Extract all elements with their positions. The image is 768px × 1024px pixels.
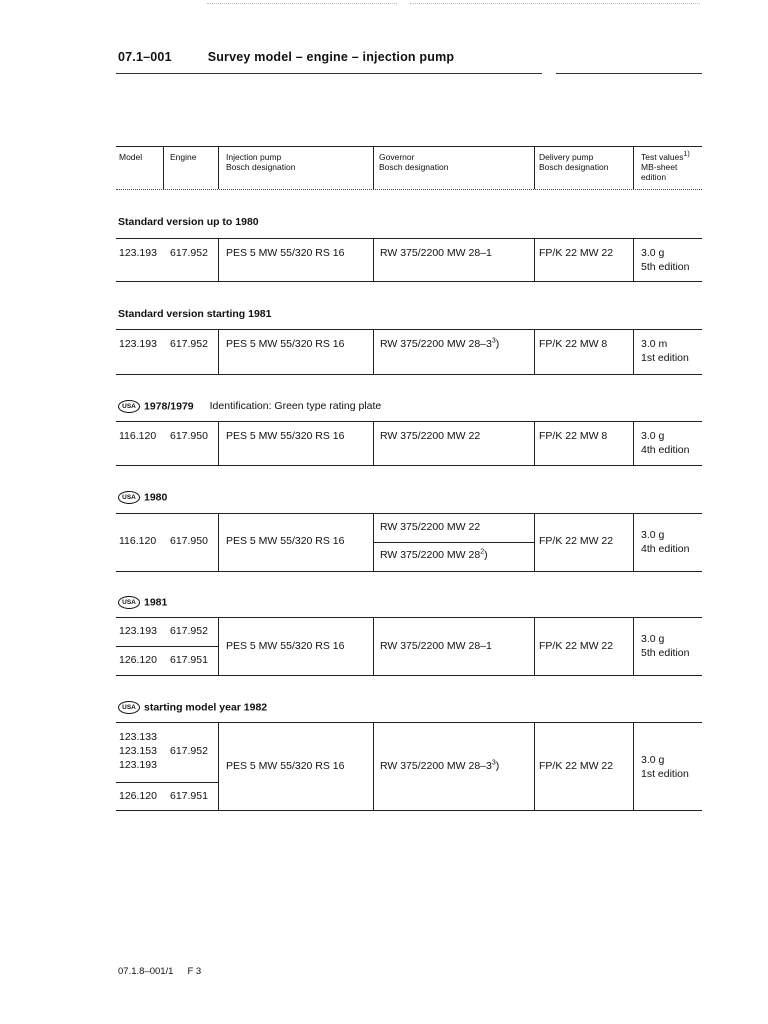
model-number: 123.193 [119,759,157,771]
row-divider [116,646,218,647]
column-divider [534,514,535,571]
column-divider [163,147,164,189]
col-governor: Governor Bosch designation [379,152,449,172]
column-divider [373,330,374,374]
engine-number: 617.952 [170,247,208,259]
delivery-pump-value: FP/K 22 MW 22 [539,640,614,652]
column-divider [534,422,535,465]
spec-table [116,421,702,466]
spec-table [116,238,702,282]
top-edge-line [207,3,397,4]
column-divider [373,723,374,810]
column-divider [534,723,535,810]
col-injection-pump: Injection pump Bosch designation [226,152,296,172]
injection-pump-value: PES 5 MW 55/320 RS 16 [226,535,345,547]
column-divider [218,514,219,571]
col-engine: Engine [170,152,197,162]
governor-value: RW 375/2200 MW 28–1 [380,247,492,259]
delivery-pump-value: FP/K 22 MW 22 [539,535,614,547]
column-divider [633,618,634,675]
top-edge-line [410,3,700,4]
column-divider [373,422,374,465]
section-title: USA 1981 [118,596,167,609]
test-value: 3.0 g 4th edition [641,529,690,555]
header-rule [556,73,702,74]
governor-value: RW 375/2200 MW $28-3^3$) [380,337,500,350]
usa-badge-icon: USA [118,400,140,413]
column-divider [633,723,634,810]
spec-table [116,617,702,676]
row-divider [373,542,534,543]
column-divider [373,147,374,189]
identification-note: Identification: Green type rating plate [209,400,382,413]
usa-badge-icon: USA [118,701,140,714]
governor-value: RW 375/2200 MW $28^2$) [380,548,488,561]
column-divider [218,723,219,810]
injection-pump-value: PES 5 MW 55/320 RS 16 [226,640,345,652]
column-header-row [116,146,702,190]
column-divider [534,147,535,189]
column-divider [633,147,634,189]
column-divider [633,239,634,281]
column-divider [534,239,535,281]
governor-value: RW 375/2200 MW 22 [380,521,481,533]
delivery-pump-value: FP/K 22 MW 8 [539,338,608,350]
column-divider [373,618,374,675]
delivery-pump-value: FP/K 22 MW 22 [539,760,614,772]
governor-value: RW 375/2200 MW 22 [380,430,481,442]
model-number: 116.120 [119,430,157,442]
governor-value: RW 375/2200 MW $28-3^3$) [380,759,500,772]
model-number: 123.193 [119,247,157,259]
section-title: USA starting model year 1982 [118,701,267,714]
section-title: Standard version starting 1981 [118,308,272,320]
model-number: 126.120 [119,654,157,666]
test-value: 3.0 g 4th edition [641,430,690,456]
section-title: Standard version up to 1980 [118,216,259,228]
engine-number: 617.950 [170,535,208,547]
injection-pump-value: PES 5 MW 55/320 RS 16 [226,338,345,350]
spec-table [116,722,702,811]
column-divider [534,618,535,675]
col-delivery-pump: Delivery pump Bosch designation [539,152,609,172]
column-divider [218,239,219,281]
injection-pump-value: PES 5 MW 55/320 RS 16 [226,430,345,442]
governor-value: RW 375/2200 MW 28–1 [380,640,492,652]
test-value: 3.0 m 1st edition [641,338,689,364]
sheet-number: F 3 [187,966,202,977]
page-title: Survey model – engine – injection pump [207,50,455,64]
engine-number: 617.952 [170,745,208,757]
test-value: 3.0 g 5th edition [641,633,690,659]
header-rule [116,73,542,74]
engine-number: 617.951 [170,790,208,802]
injection-pump-value: PES 5 MW 55/320 RS 16 [226,247,345,259]
document-number: 07.1.8–001/1 [118,966,174,977]
col-test-values: Test values$^{1)}$ MB-sheet edition [641,151,690,182]
engine-number: 617.952 [170,625,208,637]
column-divider [633,514,634,571]
test-value: 3.0 g 5th edition [641,247,690,273]
section-code: 07.1–001 [118,50,172,64]
model-number: 123.193 [119,338,157,350]
page-footer [118,966,201,977]
engine-number: 617.951 [170,654,208,666]
column-divider [633,422,634,465]
column-divider [373,239,374,281]
usa-badge-icon: USA [118,491,140,504]
engine-number: 617.952 [170,338,208,350]
column-divider [633,330,634,374]
spec-table [116,513,702,572]
delivery-pump-value: FP/K 22 MW 8 [539,430,608,442]
section-title: USA 1978/1979 Identification: Green type rating plate [118,400,381,413]
column-divider [218,147,219,189]
column-divider [534,330,535,374]
model-number: 126.120 [119,790,157,802]
usa-badge-icon: USA [118,596,140,609]
delivery-pump-value: FP/K 22 MW 22 [539,247,614,259]
test-value: 3.0 g 1st edition [641,754,689,780]
page-header [118,50,454,64]
row-divider [116,782,218,783]
model-number: 123.133 [119,731,157,743]
column-divider [218,618,219,675]
col-model: Model [119,152,143,162]
model-number: 123.193 [119,625,157,637]
model-number: 123.153 [119,745,157,757]
section-title: USA 1980 [118,491,167,504]
model-number: 116.120 [119,535,157,547]
column-divider [218,422,219,465]
injection-pump-value: PES 5 MW 55/320 RS 16 [226,760,345,772]
engine-number: 617.950 [170,430,208,442]
spec-table [116,329,702,375]
column-divider [218,330,219,374]
